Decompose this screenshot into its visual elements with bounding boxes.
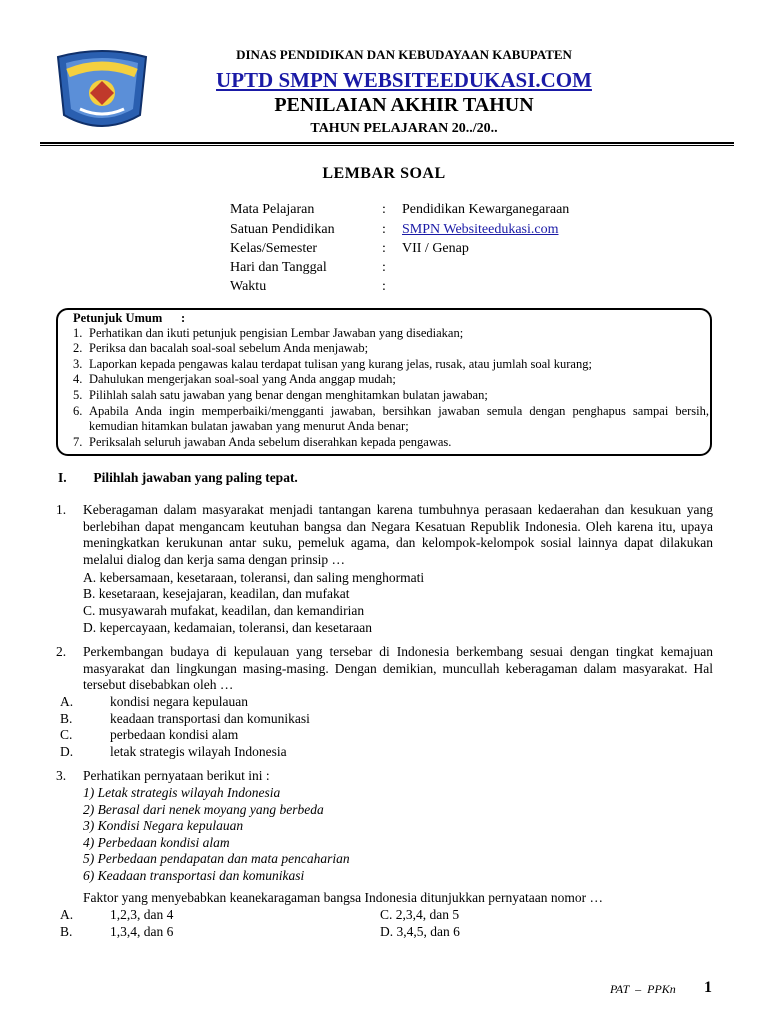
- question-text: Faktor yang menyebabkan keanekaragaman bangsa Indonesia ditunjukkan pernyataan nomor …: [83, 890, 603, 905]
- info-colon: :: [382, 260, 386, 275]
- answer-option[interactable]: D. kepercayaan, kedamaian, toleransi, dan kesetaraan: [83, 620, 372, 635]
- statement-item: 3) Kondisi Negara kepulauan: [83, 818, 244, 833]
- info-label: Mata Pelajaran: [230, 202, 315, 217]
- info-colon: :: [382, 241, 386, 256]
- page-title: LEMBAR SOAL: [322, 165, 446, 182]
- answer-option[interactable]: B. kesetaraan, kesejajaran, keadilan, dan mufakat: [83, 586, 350, 601]
- info-value-link[interactable]: SMPN Websiteedukasi.com: [402, 222, 559, 237]
- info-value: VII / Genap: [402, 241, 469, 256]
- exam-heading: PENILAIAN AKHIR TAHUN: [274, 94, 534, 116]
- agency-heading: DINAS PENDIDIKAN DAN KEBUDAYAAN KABUPATEN: [236, 47, 572, 62]
- option-letter: D.: [60, 744, 74, 759]
- option-letter: B.: [60, 711, 73, 726]
- section-heading: [58, 470, 298, 486]
- school-heading[interactable]: UPTD SMPN WEBSITEEDUKASI.COM: [216, 68, 592, 92]
- question-intro: Perhatikan pernyataan berikut ini :: [83, 768, 270, 783]
- section-title: Pilihlah jawaban yang paling tepat.: [93, 470, 298, 485]
- question-number: 3.: [56, 768, 67, 783]
- footer-label: PAT – PPKn: [610, 982, 676, 996]
- answer-option[interactable]: keadaan transportasi dan komunikasi: [110, 711, 310, 726]
- answer-option[interactable]: letak strategis wilayah Indonesia: [110, 744, 287, 759]
- answer-option[interactable]: 1,3,4, dan 6: [110, 924, 174, 939]
- question-text: Keberagaman dalam masyarakat menjadi tantangan karena tumbuhnya perasaan kedaerahan dan kesukuan yang berlebihan dapat mengancam keutuhan bangsa dan Negara Kesatuan Republik Indonesia. Oleh karena itu, upaya meningkatkan kerukunan antar suku, pemeluk agama, dan kelompok-kelompok sosial lainnya dapat dilakukan melalui dialog dan kerja sama dengan prinsip …: [83, 502, 713, 567]
- answer-option[interactable]: perbedaan kondisi alam: [110, 727, 239, 742]
- answer-option[interactable]: C. 2,3,4, dan 5: [380, 907, 460, 922]
- option-letter: A.: [60, 694, 74, 709]
- statement-item: 1) Letak strategis wilayah Indonesia: [83, 785, 281, 800]
- question-number: 1.: [56, 502, 67, 517]
- header-divider-thin: [40, 145, 734, 146]
- info-label: Satuan Pendidikan: [230, 222, 335, 237]
- option-letter: B.: [60, 924, 73, 939]
- info-label: Kelas/Semester: [230, 241, 318, 256]
- info-colon: :: [382, 279, 386, 294]
- statement-item: 4) Perbedaan kondisi alam: [83, 835, 230, 850]
- question-number: 2.: [56, 644, 67, 659]
- info-value: Pendidikan Kewarganegaraan: [402, 202, 570, 217]
- info-label: Waktu: [230, 279, 267, 294]
- instructions-title: Petunjuk Umum :: [73, 311, 186, 325]
- info-colon: :: [382, 202, 386, 217]
- answer-option[interactable]: D. 3,4,5, dan 6: [380, 924, 460, 939]
- statement-item: 6) Keadaan transportasi dan komunikasi: [83, 868, 305, 883]
- page-number: 1: [704, 979, 712, 996]
- statement-item: 2) Berasal dari nenek moyang yang berbeda: [83, 802, 324, 817]
- academic-year-heading: TAHUN PELAJARAN 20../20..: [310, 121, 498, 136]
- question-text: Perkembangan budaya di kepulauan yang tersebar di Indonesia berkembang sesuai dengan tingkat kemajuan masyarakat dan lingkungan masing-masing. Dengan demikian, muncullah keberagaman dalam masyarakat. Hal tersebut disebabkan oleh …: [83, 644, 713, 692]
- option-letter: C.: [60, 727, 73, 742]
- answer-option[interactable]: A. kebersamaan, kesetaraan, toleransi, dan saling menghormati: [83, 570, 425, 585]
- info-colon: :: [382, 222, 386, 237]
- answer-option[interactable]: 1,2,3, dan 4: [110, 907, 174, 922]
- info-label: Hari dan Tanggal: [230, 260, 327, 275]
- header-divider: [40, 142, 734, 144]
- statement-item: 5) Perbedaan pendapatan dan mata pencaharian: [83, 851, 350, 866]
- answer-option[interactable]: kondisi negara kepulauan: [110, 694, 248, 709]
- answer-option[interactable]: C. musyawarah mufakat, keadilan, dan kemandirian: [83, 603, 365, 618]
- option-letter: A.: [60, 907, 74, 922]
- section-number: I.: [58, 470, 67, 485]
